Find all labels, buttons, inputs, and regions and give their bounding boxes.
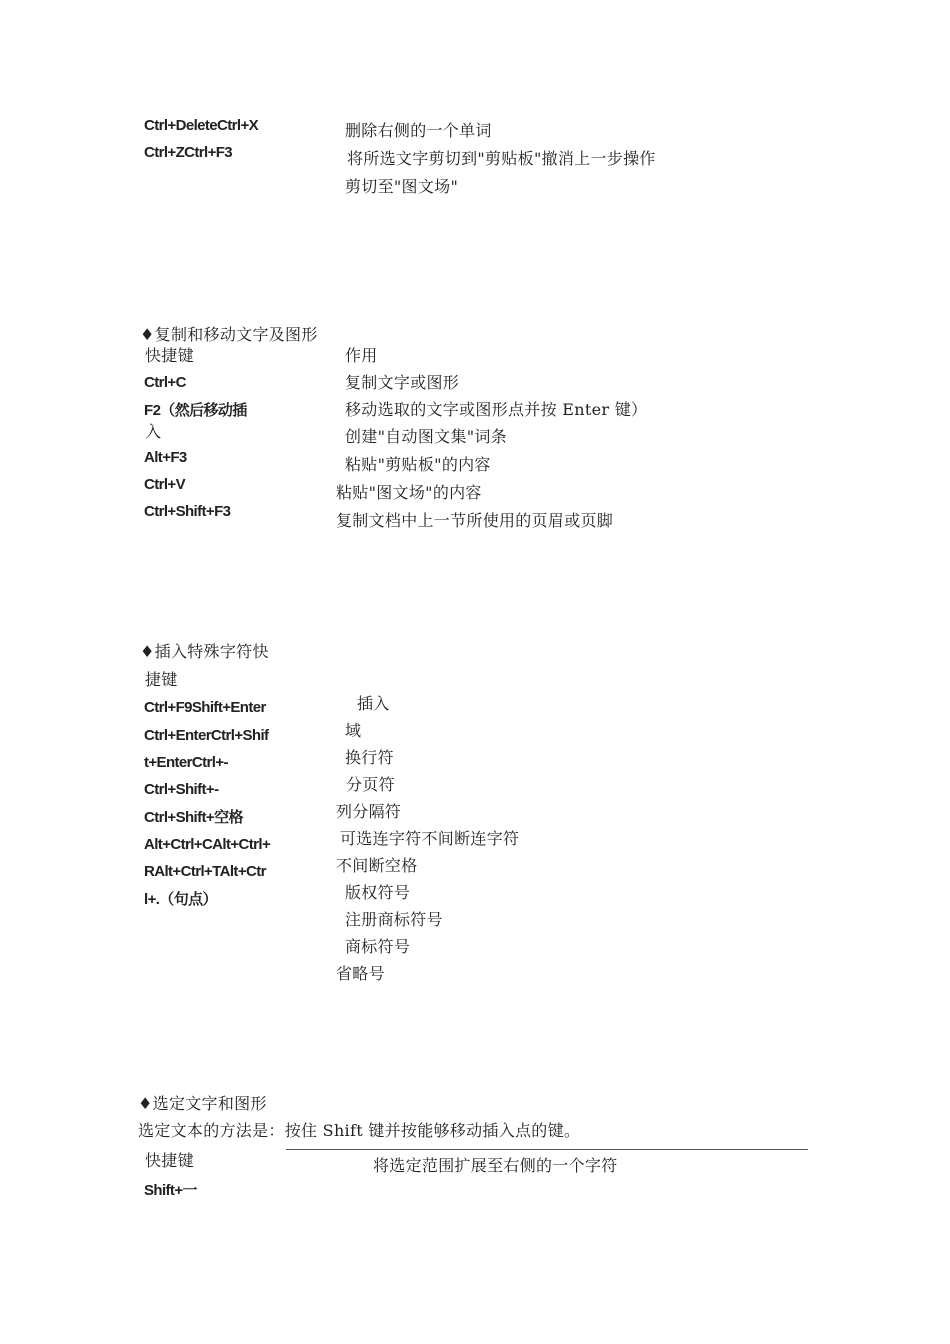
table-rule [286, 1149, 808, 1150]
shortcut-action: 不间断空格 [336, 856, 418, 875]
shortcut-action: 将选定范围扩展至右侧的一个字符 [373, 1156, 618, 1175]
section-heading-insert: ♦插入特殊字符快 [140, 642, 269, 661]
shortcut-key-continued: 入 [145, 422, 162, 441]
shortcut-action: 将所选文字剪切到"剪贴板"撤消上一步操作 [347, 149, 656, 168]
shortcut-action: 剪切至"图文场" [345, 177, 459, 196]
section-heading-copy: ♦复制和移动文字及图形 [140, 325, 318, 344]
shortcut-key: t+EnterCtrl+- [144, 754, 228, 771]
shortcut-key: Ctrl+DeleteCtrl+X [144, 117, 259, 134]
shortcut-action: 粘贴"剪贴板"的内容 [345, 455, 491, 474]
shortcut-action: 插入 [357, 694, 390, 713]
shortcut-key: F2（然后移动插 [144, 402, 247, 419]
shortcut-action: 分页符 [346, 775, 395, 794]
shortcut-key: Ctrl+V [144, 476, 185, 493]
shortcut-action: 商标符号 [345, 937, 411, 956]
shortcut-action: 换行符 [345, 748, 394, 767]
shortcut-action: 域 [345, 721, 362, 740]
shortcut-key: Ctrl+ZCtrl+F3 [144, 144, 233, 161]
shortcut-action: 省略号 [336, 964, 385, 983]
shortcut-key: l+.（句点） [144, 891, 217, 908]
shortcut-action: 可选连字符不间断连字符 [340, 829, 520, 848]
shortcut-action: 列分隔符 [336, 802, 402, 821]
shortcut-key: Ctrl+Shift+F3 [144, 503, 231, 520]
section-heading-insert-continued: 捷键 [145, 670, 178, 689]
shortcut-action: 复制文字或图形 [345, 373, 460, 392]
column-header-action: 作用 [345, 346, 378, 365]
shortcut-key: RAlt+Ctrl+TAlt+Ctr [144, 863, 266, 880]
shortcut-key: Alt+F3 [144, 449, 187, 466]
shortcut-key: Ctrl+EnterCtrl+Shif [144, 727, 269, 744]
shortcut-action: 粘贴"图文场"的内容 [336, 483, 482, 502]
shortcut-key: Ctrl+Shift+- [144, 781, 219, 798]
shortcut-action: 移动选取的文字或图形点并按 Enter 键） [345, 400, 648, 419]
shortcut-action: 删除右侧的一个单词 [345, 121, 492, 140]
shortcut-action: 复制文档中上一节所使用的页眉或页脚 [336, 511, 614, 530]
column-header-key: 快捷键 [145, 1151, 194, 1170]
shortcut-key: Ctrl+F9Shift+Enter [144, 699, 266, 716]
section-intro: 选定文本的方法是：按住 Shift 键并按能够移动插入点的键。 [138, 1121, 581, 1140]
shortcut-action: 注册商标符号 [345, 910, 443, 929]
section-heading-select: ♦选定文字和图形 [138, 1094, 267, 1113]
shortcut-key: Ctrl+Shift+空格 [144, 809, 243, 826]
shortcut-key: Alt+Ctrl+CAlt+Ctrl+ [144, 836, 271, 853]
column-header-key: 快捷键 [145, 346, 194, 365]
shortcut-key: Shift+一 [144, 1182, 197, 1199]
shortcut-action: 创建"自动图文集"词条 [345, 427, 508, 446]
shortcut-key: Ctrl+C [144, 374, 186, 391]
shortcut-action: 版权符号 [345, 883, 411, 902]
